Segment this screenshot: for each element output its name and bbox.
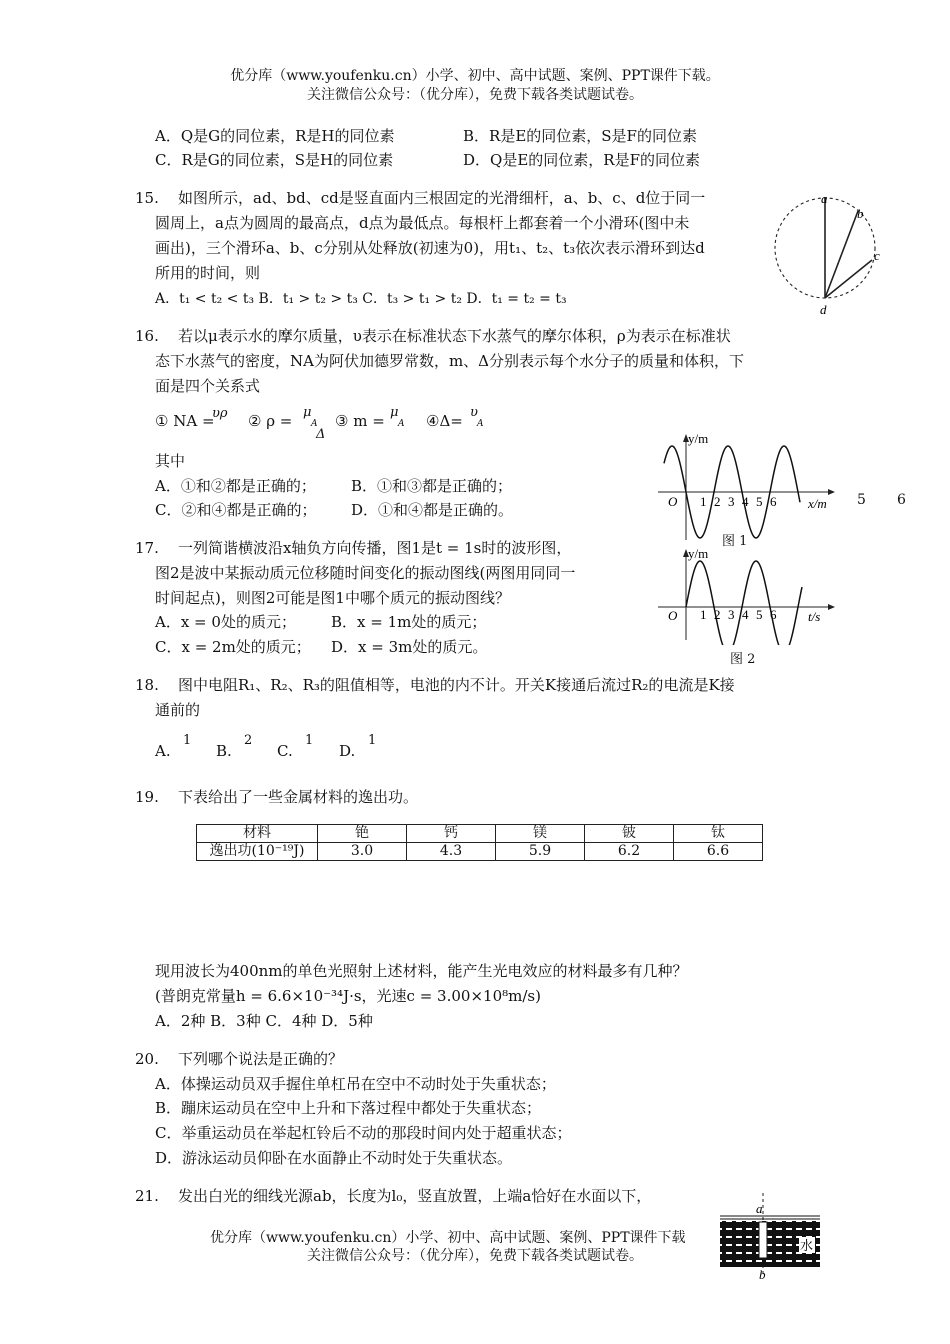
work-function-table <box>196 824 763 861</box>
q21-text-line-1: 发出白光的细线光源ab，长度为l₀，竖直放置，上端a恰好在水面以下， <box>178 1187 652 1205</box>
q16-option-a: A．①和②都是正确的； <box>155 477 316 495</box>
fig2-tick-3: 3 <box>728 607 735 622</box>
q19-text-line-2: 现用波长为400nm的单色光照射上述材料，能产生光电效应的材料最多有几种？ <box>155 962 688 980</box>
footer-line-1: 优分库（www.youfenku.cn）小学、初中、高中试题、案例、PPT课件下载 <box>210 1230 686 1246</box>
q15-text-line-3: 画出)，三个滑环a、b、c分别从处释放(初速为0)，用t₁、t₂、t₃依次表示滑环到达d <box>155 239 705 257</box>
q15-options: A．t₁ < t₂ < t₃ B．t₁ > t₂ > t₃ C．t₃ > t₁ > t₂ D．t₁ = t₂ = t₃ <box>155 291 567 307</box>
q20-option-c: C．举重运动员在举起杠铃后不动的那段时间内处于超重状态； <box>155 1124 572 1142</box>
q21-water-label: 水 <box>800 1238 814 1253</box>
q21-number: 21. <box>135 1187 159 1205</box>
q15-number: 15. <box>135 189 159 207</box>
fig2-tick-4: 4 <box>742 607 749 622</box>
q18-option-c-value: 1 <box>305 733 314 748</box>
q18-option-d-value: 1 <box>368 733 377 748</box>
fig2-wave <box>686 561 802 645</box>
q16-formula-2-num: μ <box>303 405 312 420</box>
fig1-tick-4: 4 <box>742 494 749 509</box>
q16-formula-4: ④Δ= <box>426 412 463 430</box>
q18-option-b-value: 2 <box>244 733 253 748</box>
q17-figure-2 <box>650 545 840 645</box>
q16-text-line-3: 面是四个关系式 <box>155 377 261 395</box>
fig1-tick-2: 2 <box>714 494 721 509</box>
fig1-extra-6: 6 <box>897 492 906 508</box>
table-cell: 5.9 <box>496 843 585 861</box>
q16-formula-2: ② ρ = <box>248 412 293 430</box>
table-cell: 3.0 <box>318 843 407 861</box>
q17-option-a: A．x = 0处的质元； <box>155 613 296 631</box>
table-header-cell: 材料 <box>197 825 318 843</box>
table-header-row <box>197 825 763 843</box>
q15-text-line-4: 所用的时间，则 <box>155 264 261 282</box>
q16-option-c: C．②和④都是正确的； <box>155 501 317 519</box>
fig1-xlabel: x/m <box>808 496 827 511</box>
q15-circle-figure <box>770 190 895 318</box>
q15-label-b: b <box>857 206 864 221</box>
q21-water-figure <box>715 1193 825 1283</box>
q16-formula-1-num: υρ <box>212 406 228 421</box>
fig2-tick-2: 2 <box>714 607 721 622</box>
table-header-cell: 铍 <box>585 825 674 843</box>
q16-formula-3-num: μ <box>390 405 399 420</box>
q19-number: 19. <box>135 788 159 806</box>
fig2-caption: 图 2 <box>730 652 756 667</box>
fig1-x-arrow <box>828 489 835 495</box>
q19-options: A．2种 B．3种 C．4种 D．5种 <box>155 1012 373 1030</box>
q14-option-c: C．R是G的同位素，S是H的同位素 <box>155 151 394 169</box>
q18-text-line-2: 通前的 <box>155 701 201 719</box>
q16-formula-3: ③ m = <box>335 412 385 430</box>
q16-formula-1: ① NA = <box>155 412 215 430</box>
q16-formula-2-den2: Δ <box>316 427 326 442</box>
fig2-x-arrow <box>828 604 835 610</box>
q16-formula-3-den: A <box>398 419 405 429</box>
fig2-xlabel: t/s <box>808 609 821 624</box>
table-header-cell: 镁 <box>496 825 585 843</box>
table-header-cell: 钛 <box>674 825 763 843</box>
footer-line-2: 关注微信公众号：（优分库），免费下载各类试题试卷。 <box>307 1248 643 1264</box>
q15-label-a: a <box>821 191 828 206</box>
q15-label-d: d <box>820 302 827 317</box>
header-line-2: 关注微信公众号：（优分库），免费下载各类试题试卷。 <box>307 87 643 103</box>
table-cell: 6.2 <box>585 843 674 861</box>
fig2-ylabel: y/m <box>688 546 709 561</box>
q18-option-c: C. <box>277 742 293 760</box>
q16-formula-4-num: υ <box>470 405 478 420</box>
q16-option-d: D．①和④都是正确的。 <box>351 501 514 519</box>
q16-text-line-1: 若以μ表示水的摩尔质量，υ表示在标准状态下水蒸气的摩尔体积，ρ为表示在标准状 <box>178 327 731 345</box>
q18-option-a: A. <box>155 742 171 760</box>
q19-text-line-3: (普朗克常量h = 6.6×10⁻³⁴J·s，光速c = 3.00×10⁸m/s) <box>155 987 541 1005</box>
table-header-cell: 铯 <box>318 825 407 843</box>
q17-number: 17. <box>135 539 159 557</box>
q14-option-b: B．R是E的同位素，S是F的同位素 <box>463 127 697 145</box>
q17-option-b: B．x = 1m处的质元； <box>331 613 487 631</box>
q16-text-line-2: 态下水蒸气的密度，NA为阿伏加德罗常数，m、Δ分别表示每个水分子的质量和体积，下 <box>155 352 745 370</box>
q20-option-d: D．游泳运动员仰卧在水面静止不动时处于失重状态。 <box>155 1149 513 1167</box>
q15-text-line-1: 如图所示，ad、bd、cd是竖直面内三根固定的光滑细杆，a、b、c、d位于同一 <box>178 189 706 207</box>
q15-text-line-2: 圆周上，a点为圆周的最高点，d点为最低点。每根杆上都套着一个小滑环(图中未 <box>155 214 690 232</box>
q17-text-line-1: 一列简谐横波沿x轴负方向传播，图1是t = 1s时的波形图， <box>178 539 572 557</box>
q17-option-d: D．x = 3m处的质元。 <box>331 638 488 656</box>
header-line-1: 优分库（www.youfenku.cn）小学、初中、高中试题、案例、PPT课件下载。 <box>230 68 720 84</box>
table-cell: 4.3 <box>407 843 496 861</box>
q16-formula-2-den: A <box>311 419 318 429</box>
fig1-caption: 图 1 <box>722 534 748 549</box>
q18-option-a-value: 1 <box>183 733 192 748</box>
q20-option-a: A．体操运动员双手握住单杠吊在空中不动时处于失重状态； <box>155 1075 556 1093</box>
fig2-tick-5: 5 <box>756 607 763 622</box>
q14-option-d: D．Q是E的同位素，R是F的同位素 <box>463 151 700 169</box>
fig1-tick-6: 6 <box>770 494 777 509</box>
fig1-tick-5: 5 <box>756 494 763 509</box>
q17-text-line-3: 时间起点)，则图2可能是图1中哪个质元的振动图线？ <box>155 589 510 607</box>
q17-option-c: C．x = 2m处的质元； <box>155 638 311 656</box>
table-row-label: 逸出功(10⁻¹⁹J) <box>197 843 318 861</box>
fig2-origin: O <box>668 608 678 623</box>
q16-qizhong: 其中 <box>155 452 186 470</box>
table-header-cell: 钙 <box>407 825 496 843</box>
q16-formula-4-den: A <box>477 419 484 429</box>
fig2-tick-1: 1 <box>700 607 707 622</box>
table-cell: 6.6 <box>674 843 763 861</box>
fig2-tick-6: 6 <box>770 607 777 622</box>
fig1-tick-3: 3 <box>728 494 735 509</box>
q21-label-b: b <box>759 1267 766 1282</box>
fig1-extra-5: 5 <box>857 492 866 508</box>
q18-option-d: D. <box>339 742 356 760</box>
q16-number: 16. <box>135 327 159 345</box>
q16-option-b: B．①和③都是正确的； <box>351 477 513 495</box>
fig1-tick-1: 1 <box>700 494 707 509</box>
q20-text-line-1: 下列哪个说法是正确的？ <box>178 1050 344 1068</box>
q18-number: 18. <box>135 676 159 694</box>
q15-label-c: c <box>874 248 880 263</box>
fig1-origin: O <box>668 494 678 509</box>
q20-number: 20. <box>135 1050 159 1068</box>
q18-text-line-1: 图中电阻R₁、R₂、R₃的阻值相等，电池的内不计。开关K接通后流过R₂的电流是K接 <box>178 676 735 694</box>
q17-text-line-2: 图2是波中某振动质元位移随时间变化的振动图线(两图用同同一 <box>155 564 576 582</box>
q14-option-a: A．Q是G的同位素，R是H的同位素 <box>155 127 395 145</box>
q20-option-b: B．蹦床运动员在空中上升和下落过程中都处于失重状态； <box>155 1099 542 1117</box>
fig1-ylabel: y/m <box>688 431 709 446</box>
q19-text-line-1: 下表给出了一些金属材料的逸出功。 <box>178 788 419 806</box>
q21-label-a: a <box>756 1201 763 1216</box>
q18-option-b: B. <box>216 742 232 760</box>
table-row <box>197 843 763 861</box>
